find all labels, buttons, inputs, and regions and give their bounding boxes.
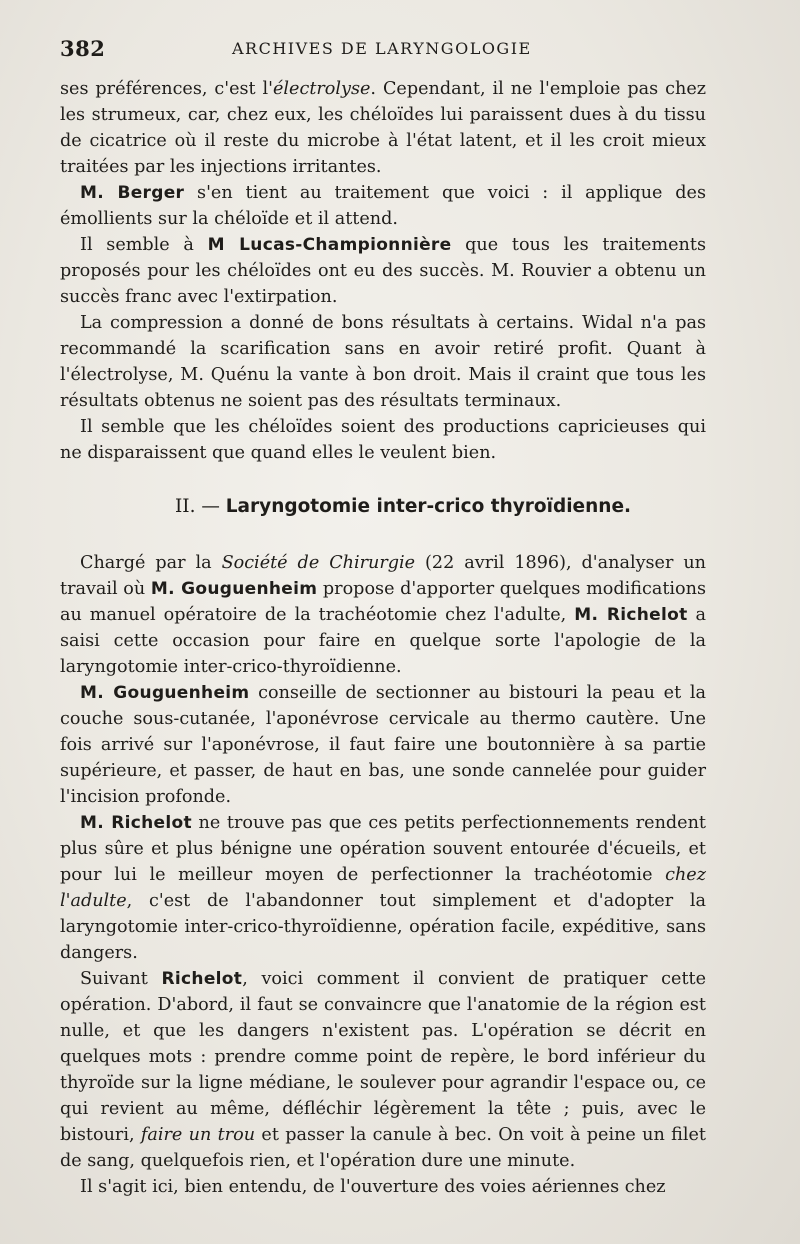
- author-name: M Lucas-Championnière: [207, 235, 452, 255]
- author-name: M. Richelot: [574, 605, 688, 625]
- text-run: Chargé par la: [80, 553, 222, 573]
- section-title: Laryngotomie inter-crico thyroïdienne.: [225, 496, 632, 517]
- page-number: 382: [60, 36, 106, 61]
- text-run: que tous les traitements proposés pour les chéloïdes ont eu des succès. M. Rouvier a obtenu un succès franc avec l'extirpation.: [60, 235, 706, 307]
- running-head: ARCHIVES DE LARYNGOLOGIE: [232, 39, 532, 58]
- text-run: conseille de sectionner au bistouri la peau et la couche sous-cutanée, l'aponévrose cervicale au thermo cautère. Une fois arrivé sur l'aponévrose, il faut faire une boutonnière à sa partie supérieure, et passer, de haut en bas, une sonde cannelée pour guider l'incision profonde.: [60, 683, 706, 807]
- text-run: Il semble à: [80, 235, 208, 255]
- paragraph-3: [60, 232, 706, 310]
- paragraph-7: [60, 680, 706, 810]
- paragraph-1: [60, 76, 706, 180]
- paragraph-8: [60, 810, 706, 966]
- author-name: Richelot: [161, 969, 243, 989]
- italic-term: chez l'adulte: [60, 865, 706, 911]
- text-run: Il s'agit ici, bien entendu, de l'ouverture des voies aériennes chez: [80, 1177, 666, 1197]
- text-run: ses préférences, c'est l': [60, 79, 274, 99]
- italic-term: faire un trou: [140, 1125, 256, 1145]
- body-text: [60, 76, 706, 1200]
- text-run: , voici comment il convient de pratiquer cette opération. D'abord, il faut se convaincre que l'anatomie de la région est nulle, et que les dangers n'existent pas. L'opération se décrit en quelques mots : prendre comme point de repère, le bord inférieur du thyroïde sur la ligne médiane, le soulever pour agrandir l'espace ou, ce qui revient au même, défléchir légèrement la tête ; puis, avec le bistouri,: [60, 969, 707, 1145]
- author-name: M. Gouguenheim: [80, 683, 250, 703]
- text-run: (22 avril 1896), d'analyser un travail où: [60, 553, 706, 599]
- text-run: Il semble que les chéloïdes soient des productions capricieuses qui ne disparaissent que quand elles le veulent bien.: [60, 417, 706, 463]
- author-name: M. Gouguenheim: [150, 579, 318, 599]
- text-run: et passer la canule à bec. On voit à peine un filet de sang, quelquefois rien, et l'opération dure une minute.: [60, 1125, 706, 1171]
- text-run: La compression a donné de bons résultats à certains. Widal n'a pas recommandé la scarification sans en avoir retiré profit. Quant à l'électrolyse, M. Quénu la vante à bon droit. Mais il craint que tous les résultats obtenus ne soient pas des résultats terminaux.: [60, 313, 706, 411]
- paragraph-2: [60, 180, 706, 232]
- text-run: a saisi cette occasion pour faire en quelque sorte l'apologie de la laryngotomie inter-crico-thyroïdienne.: [60, 605, 706, 677]
- paragraph-5: [60, 414, 706, 466]
- paragraph-6: [60, 550, 706, 680]
- text-run: Suivant: [80, 969, 162, 989]
- italic-term: Société de Chirurgie: [221, 553, 416, 573]
- paragraph-10: [60, 1174, 706, 1200]
- text-run: ne trouve pas que ces petits perfectionnements rendent plus sûre et plus bénigne une opération souvent entourée d'écueils, et pour lui le meilleur moyen de perfectionner la trachéotomie: [60, 813, 706, 885]
- italic-term: électrolyse: [273, 79, 371, 99]
- section-number: II. —: [174, 496, 226, 517]
- author-name: M. Berger: [80, 183, 185, 203]
- text-run: . Cependant, il ne l'emploie pas chez les strumeux, car, chez eux, les chéloïdes lui paraissent dues à du tissu de cicatrice où il reste du microbe à l'état latent, et il les croit mieux traitées par les injections irritantes.: [60, 79, 706, 177]
- author-name: M. Richelot: [80, 813, 192, 833]
- text-run: , c'est de l'abandonner tout simplement et d'adopter la laryngotomie inter-crico-thyroïdienne, opération facile, expéditive, sans dangers.: [60, 891, 706, 963]
- text-run: propose d'apporter quelques modifications au manuel opératoire de la trachéotomie chez l'adulte,: [60, 579, 707, 625]
- text-run: s'en tient au traitement que voici : il applique des émollients sur la chéloïde et il attend.: [60, 183, 706, 229]
- paragraph-4: [60, 310, 706, 414]
- section-heading: [60, 494, 706, 520]
- paragraph-9: [60, 966, 706, 1174]
- page-header: [60, 36, 710, 62]
